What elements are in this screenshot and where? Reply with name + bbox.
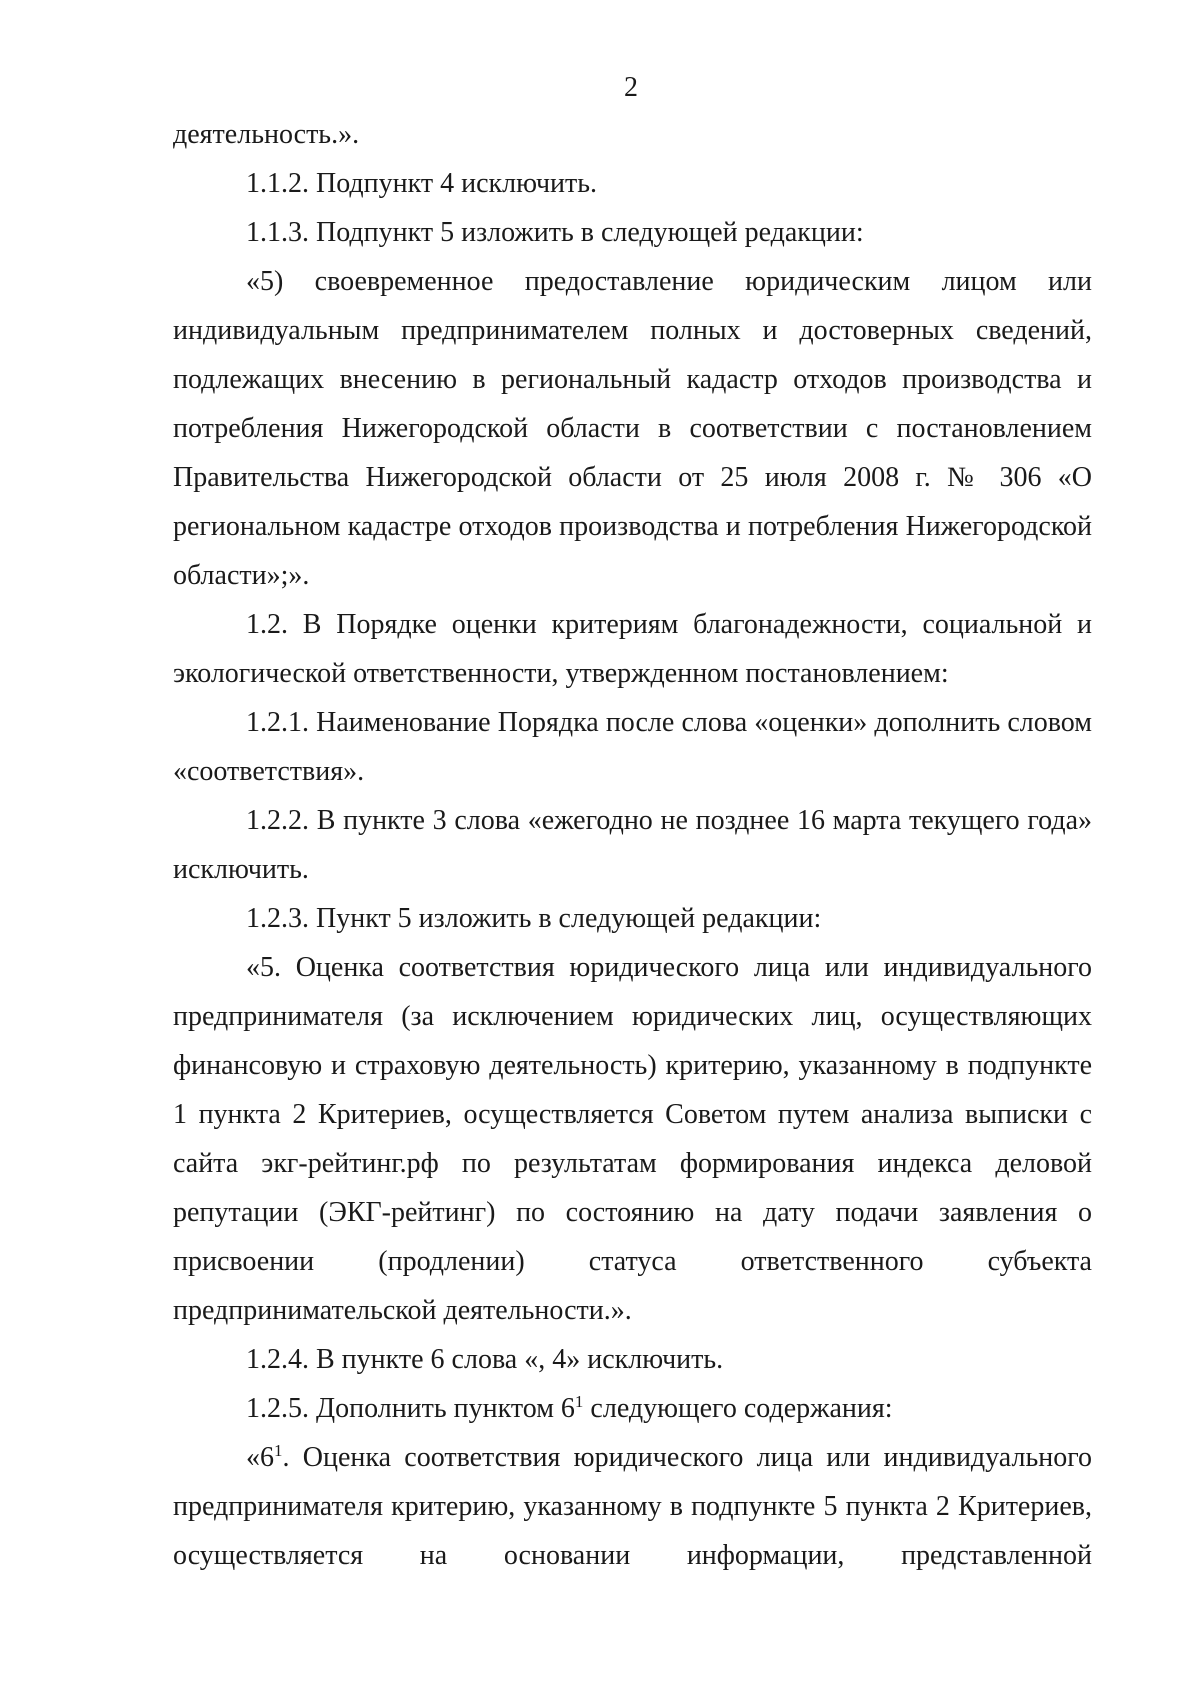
page-number: 2 xyxy=(624,72,638,103)
paragraph-continuation: деятельность.». xyxy=(173,119,360,150)
superscript-index: 1 xyxy=(574,1391,584,1411)
paragraph-quoted-subpoint-5: «5) своевременное предоставление юридическим лицом или индивидуальным предпринимателем полных и достоверных сведений, подлежащих внесению в региональный кадастр отходов производства и потребления Нижегородской области в соответствии с постановлением Правительства Нижегородской области от 25 июля 2008 г. № 306 «О региональном кадастре отходов производства и потребления Нижегородской области»;». xyxy=(173,266,1092,591)
paragraph-quoted-point-5: «5. Оценка соответствия юридического лица или индивидуального предпринимателя (за исключением юридических лиц, осуществляющих финансовую и страховую деятельность) критерию, указанному в подпункте 1 пункта 2 Критериев, осуществляется Советом путем анализа выписки с сайта экг-рейтинг.рф по результатам формирования индекса деловой репутации (ЭКГ-рейтинг) по состоянию на дату подачи заявления о присвоении (продлении) статуса ответственного субъекта предпринимательской деятельности.». xyxy=(173,952,1092,1326)
paragraph-1-2-4: 1.2.4. В пункте 6 слова «, 4» исключить. xyxy=(246,1344,724,1375)
superscript-index: 1 xyxy=(274,1440,283,1460)
paragraph-quoted-point-6-1 xyxy=(173,1433,1092,1580)
paragraph-1-2-5 xyxy=(173,1384,1092,1433)
paragraph-1-1-2: 1.1.2. Подпункт 4 исключить. xyxy=(246,168,598,199)
paragraph-1-1-3: 1.1.3. Подпункт 5 изложить в следующей редакции: xyxy=(246,217,864,248)
paragraph-1-2-1: 1.2.1. Наименование Порядка после слова «оценки» дополнить словом «соответствия». xyxy=(173,707,1092,787)
paragraph-1-2: 1.2. В Порядке оценки критериям благонадежности, социальной и экологической ответственности, утвержденном постановлением: xyxy=(173,609,1092,689)
paragraph-1-2-5-text-end: следующего содержания: xyxy=(583,1393,893,1424)
paragraph-1-2-5-text-start: 1.2.5. Дополнить пунктом 6 xyxy=(246,1393,575,1424)
paragraph-6-1-text-end: . Оценка соответствия юридического лица или индивидуального предпринимателя критерию, указанному в подпункте 5 пункта 2 Критериев, осуществляется на основании информации, представленной xyxy=(173,1442,1092,1571)
paragraph-6-1-text-start: «6 xyxy=(246,1442,274,1473)
paragraph-1-2-3: 1.2.3. Пункт 5 изложить в следующей редакции: xyxy=(246,903,822,934)
document-body xyxy=(173,110,1092,1580)
paragraph-1-2-2: 1.2.2. В пункте 3 слова «ежегодно не позднее 16 марта текущего года» исключить. xyxy=(173,805,1092,885)
